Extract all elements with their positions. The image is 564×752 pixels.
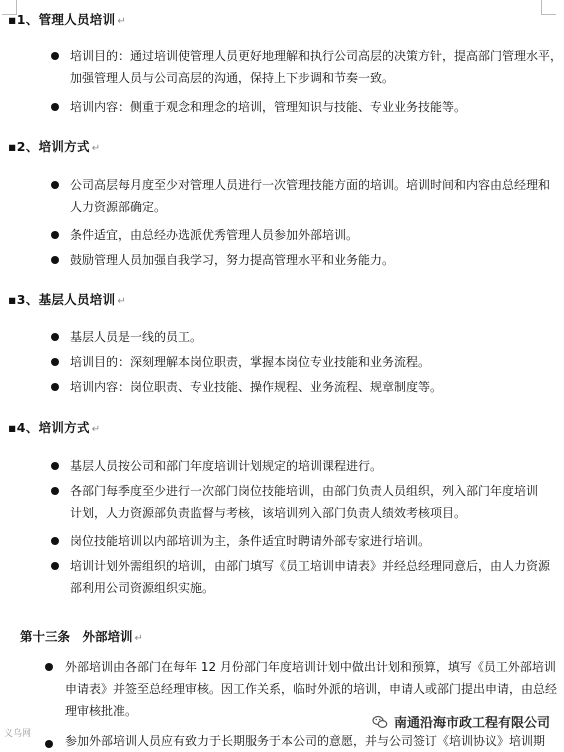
- watermark-left: 义乌网: [4, 729, 32, 739]
- paragraph-line: 培训目的：深刻理解本岗位职责，掌握本岗位专业技能和业务流程。: [70, 355, 431, 369]
- paragraph-line: 各部门每季度至少进行一次部门岗位技能培训，由部门负责人员组织，列入部门年度培训: [70, 484, 539, 498]
- paragraph-mark-icon: ↵: [117, 16, 127, 27]
- list-item: [70, 376, 442, 398]
- heading-text: ▪2、培训方式: [8, 139, 90, 154]
- heading-text: ▪4、培训方式: [8, 420, 90, 435]
- paragraph-mark-icon: ↵: [117, 296, 127, 307]
- paragraph-mark-icon: ↵: [91, 424, 101, 435]
- page-corner-mark: [541, 0, 556, 15]
- paragraph-line: 参加外部培训人员应有致力于长期服务于本公司的意愿，并与公司签订《培训协议》培训期: [65, 734, 546, 748]
- article-heading: [20, 627, 143, 645]
- paragraph-line: 申请表》并签至总经理审核。因工作关系，临时外派的培训，申请人或部门提出申请，由总经: [65, 682, 558, 696]
- heading-text: ▪1、管理人员培训: [8, 12, 116, 27]
- bullet-icon: [51, 333, 59, 341]
- bullet-icon: [51, 231, 59, 239]
- paragraph-line: 条件适宜，由总经办选派优秀管理人员参加外部培训。: [70, 228, 359, 242]
- bullet-icon: [45, 663, 53, 671]
- paragraph-line: 培训目的：通过培训使管理人员更好地理解和执行公司高层的决策方针，提高部门管理水平，: [70, 49, 563, 63]
- list-item: [70, 224, 358, 246]
- heading-text: 第十三条 外部培训: [20, 629, 133, 644]
- list-item: [70, 555, 550, 599]
- watermark-text: 南通沿海市政工程有限公司: [393, 716, 550, 731]
- bullet-icon: [51, 181, 59, 189]
- paragraph-line: 培训内容：侧重于观念和理念的培训，管理知识与技能、专业业务技能等。: [70, 100, 467, 114]
- watermark: [372, 712, 550, 731]
- paragraph-line: 培训内容：岗位职责、专业技能、操作规程、业务流程、规章制度等。: [70, 380, 443, 394]
- paragraph-line: 部利用公司资源组织实施。: [70, 581, 215, 595]
- list-item: [70, 480, 538, 524]
- list-item: [70, 174, 550, 218]
- section-heading: [8, 418, 100, 436]
- bullet-icon: [51, 487, 59, 495]
- paragraph-line: 人力资源部确定。: [70, 200, 167, 214]
- paragraph-mark-icon: ↵: [91, 143, 101, 154]
- list-item: [70, 326, 202, 348]
- list-item: [65, 730, 545, 752]
- list-item: [70, 45, 562, 89]
- paragraph-line: 公司高层每月度至少对管理人员进行一次管理技能方面的培训。培训时间和内容由总经理和: [70, 178, 551, 192]
- paragraph-line: 理审核批准。: [65, 704, 138, 718]
- paragraph-line: 计划，人力资源部负责监督与考核，该培训列入部门负责人绩效考核项目。: [70, 506, 467, 520]
- paragraph-line: 基层人员按公司和部门年度培训计划规定的培训课程进行。: [70, 459, 383, 473]
- list-item: [70, 249, 394, 271]
- bullet-icon: [45, 740, 53, 748]
- list-item: [70, 351, 430, 373]
- wechat-icon: [372, 714, 388, 730]
- paragraph-mark-icon: ↵: [134, 633, 143, 644]
- paragraph-line: 岗位技能培训以内部培训为主，条件适宜时聘请外部专家进行培训。: [70, 534, 431, 548]
- bullet-icon: [51, 103, 59, 111]
- section-heading: [8, 290, 126, 308]
- bullet-icon: [51, 462, 59, 470]
- bullet-icon: [51, 358, 59, 366]
- heading-text: ▪3、基层人员培训: [8, 292, 116, 307]
- paragraph-line: 培训计划外需组织的培训，由部门填写《员工培训申请表》并经总经理同意后，由人力资源: [70, 559, 551, 573]
- section-heading: [8, 10, 126, 28]
- bullet-icon: [51, 256, 59, 264]
- bullet-icon: [51, 52, 59, 60]
- paragraph-line: 鼓励管理人员加强自我学习，努力提高管理水平和业务能力。: [70, 253, 395, 267]
- list-item: [70, 530, 430, 552]
- bullet-icon: [51, 537, 59, 545]
- bullet-icon: [51, 562, 59, 570]
- paragraph-line: 外部培训由各部门在每年 12 月份部门年度培训计划中做出计划和预算，填写《员工外部培训: [65, 660, 556, 674]
- section-heading: [8, 137, 100, 155]
- paragraph-line: 加强管理人员与公司高层的沟通，保持上下步调和节奏一致。: [70, 71, 395, 85]
- list-item: [70, 96, 466, 118]
- bullet-icon: [51, 383, 59, 391]
- paragraph-line: 基层人员是一线的员工。: [70, 330, 203, 344]
- list-item: [70, 455, 382, 477]
